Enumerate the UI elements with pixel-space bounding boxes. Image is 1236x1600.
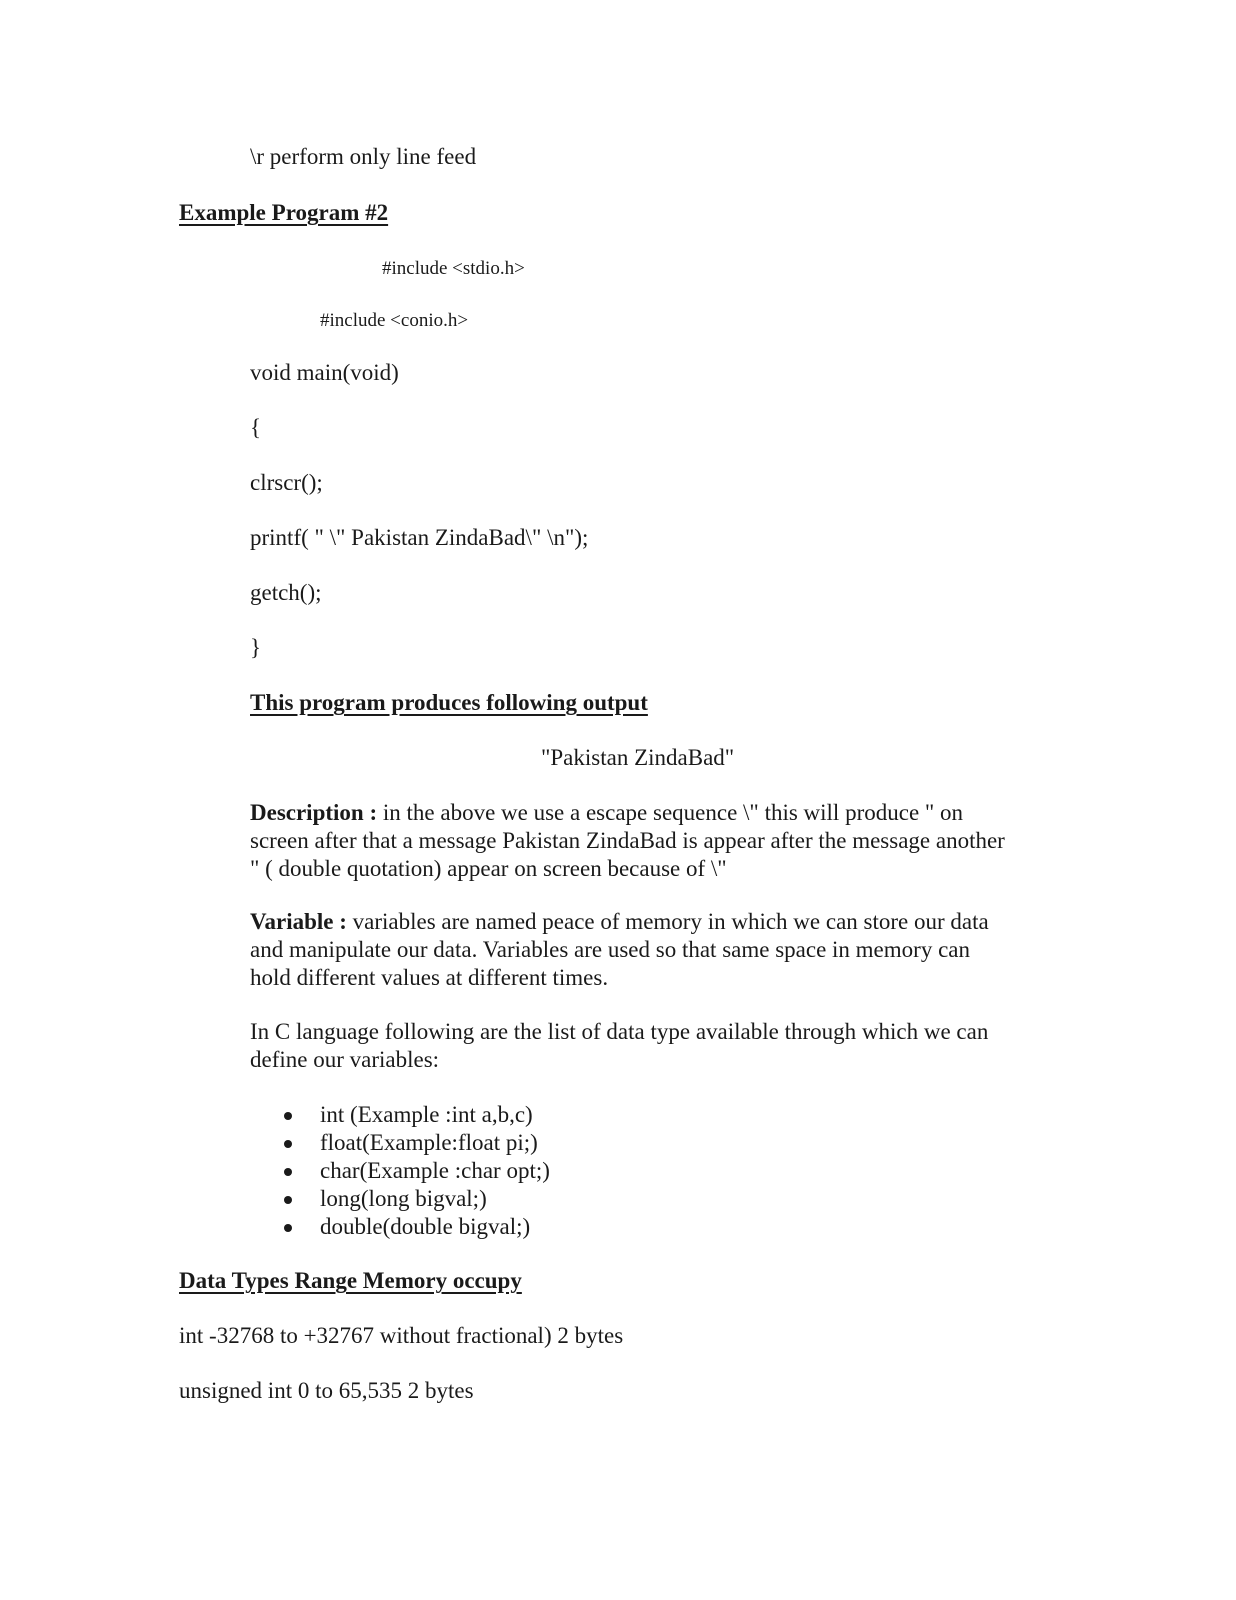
description-line-3: " ( double quotation) appear on screen because of \" xyxy=(250,856,727,881)
include-stdio-line: #include <stdio.h> xyxy=(382,258,525,279)
list-item: char(Example :char opt;) xyxy=(250,1157,550,1185)
clrscr-line: clrscr(); xyxy=(250,470,323,495)
datatype-bullet-list xyxy=(250,1101,550,1241)
variable-label: Variable : xyxy=(250,909,347,934)
list-item: int (Example :int a,b,c) xyxy=(250,1101,550,1129)
description-line-1: in the above we use a escape sequence \" this will produce " on xyxy=(377,800,964,825)
include-conio-line: #include <conio.h> xyxy=(320,310,469,331)
variable-line-3: hold different values at different times. xyxy=(250,965,609,990)
main-declaration-line: void main(void) xyxy=(250,360,399,385)
close-brace-line: } xyxy=(250,635,262,660)
list-item: float(Example:float pi;) xyxy=(250,1129,550,1157)
getch-line: getch(); xyxy=(250,580,322,605)
example-heading: Example Program #2 xyxy=(179,200,389,225)
datatypes-intro-paragraph xyxy=(250,1018,988,1074)
output-value: "Pakistan ZindaBad" xyxy=(541,745,735,770)
output-heading: This program produces following output xyxy=(250,690,648,715)
bullet-dot-icon xyxy=(284,1224,292,1232)
bullet-dot-icon xyxy=(284,1140,292,1148)
bullet-dot-icon xyxy=(284,1196,292,1204)
bullet-dot-icon xyxy=(284,1168,292,1176)
printf-line: printf( " \" Pakistan ZindaBad\" \n"); xyxy=(250,525,589,550)
description-paragraph xyxy=(250,799,1005,883)
datatypes-intro-line-1: In C language following are the list of data type available through which we can xyxy=(250,1019,989,1044)
variable-line-1: variables are named peace of memory in which we can store our data xyxy=(346,909,989,934)
variable-line-2: and manipulate our data. Variables are used so that same space in memory can xyxy=(250,937,970,962)
description-label: Description : xyxy=(250,800,378,825)
list-item: double(double bigval;) xyxy=(250,1213,550,1241)
description-line-2: screen after that a message Pakistan ZindaBad is appear after the message another xyxy=(250,828,1005,853)
open-brace-line: { xyxy=(250,415,262,440)
cr-note: \r perform only line feed xyxy=(250,144,477,169)
list-item: long(long bigval;) xyxy=(250,1185,550,1213)
bullet-dot-icon xyxy=(284,1112,292,1120)
range-row-unsigned-int: unsigned int 0 to 65,535 2 bytes xyxy=(179,1378,474,1403)
datatypes-intro-line-2: define our variables: xyxy=(250,1047,440,1072)
range-row-int: int -32768 to +32767 without fractional) 2 bytes xyxy=(179,1323,624,1348)
range-heading: Data Types Range Memory occupy xyxy=(179,1268,522,1293)
variable-paragraph xyxy=(250,908,989,992)
